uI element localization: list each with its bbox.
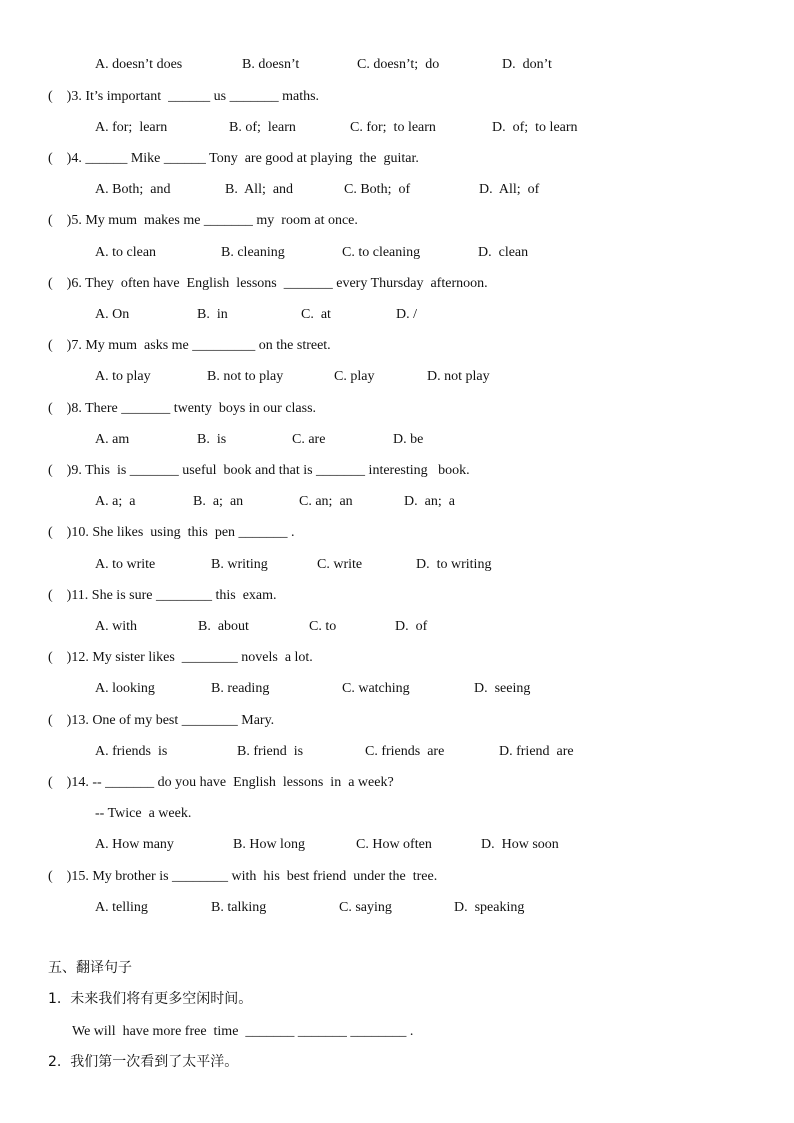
- answer-option: A. a; a: [95, 494, 136, 509]
- answer-option: A. Both; and: [95, 182, 171, 197]
- answer-option: C. play: [334, 369, 375, 384]
- answer-option: D. speaking: [454, 900, 525, 915]
- answer-option: C. are: [292, 432, 326, 447]
- answer-option: A. to clean: [95, 245, 157, 260]
- question-stem: ( )8. There _______ twenty boys in our class.: [48, 401, 317, 416]
- answer-option: B. writing: [211, 557, 268, 572]
- answer-option: D. friend are: [499, 744, 574, 759]
- answer-option: A. friends is: [95, 744, 168, 759]
- answer-option: B. cleaning: [221, 245, 285, 260]
- answer-option: B. is: [197, 432, 227, 447]
- answer-option: C. an; an: [299, 494, 353, 509]
- answer-option: C. at: [301, 307, 331, 322]
- answer-option: D. an; a: [404, 494, 455, 509]
- answer-option: A. to play: [95, 369, 151, 384]
- answer-option: C. Both; of: [344, 182, 411, 197]
- answer-option: C. friends are: [365, 744, 445, 759]
- answer-option: A. for; learn: [95, 120, 168, 135]
- question-stem: ( )11. She is sure ________ this exam.: [48, 588, 277, 603]
- answer-option: D. All; of: [479, 182, 540, 197]
- answer-option: B. reading: [211, 681, 270, 696]
- answer-option: C. to: [309, 619, 337, 634]
- question-2-option: B. doesn’t: [242, 57, 300, 72]
- question-stem: ( )13. One of my best ________ Mary.: [48, 713, 275, 728]
- question-stem: ( )12. My sister likes ________ novels a lot.: [48, 650, 313, 665]
- question-dialogue-reply: -- Twice a week.: [95, 806, 192, 821]
- answer-option: B. not to play: [207, 369, 284, 384]
- answer-option: D. to writing: [416, 557, 492, 572]
- answer-option: A. On: [95, 307, 130, 322]
- translation-2-chinese: 2. 我们第一次看到了太平洋。: [48, 1054, 239, 1070]
- answer-option: B. of; learn: [229, 120, 296, 135]
- answer-option: C. to cleaning: [342, 245, 421, 260]
- question-stem: ( )5. My mum makes me _______ my room at once.: [48, 213, 358, 228]
- answer-option: C. write: [317, 557, 363, 572]
- answer-option: D. How soon: [481, 837, 559, 852]
- answer-option: A. looking: [95, 681, 155, 696]
- answer-option: A. am: [95, 432, 130, 447]
- question-2-option: C. doesn’t; do: [357, 57, 440, 72]
- answer-option: A. with: [95, 619, 137, 634]
- question-stem: ( )3. It’s important ______ us _______ maths.: [48, 89, 320, 104]
- question-2-option: A. doesn’t does: [95, 57, 183, 72]
- answer-option: B. All; and: [225, 182, 294, 197]
- question-stem: ( )14. -- _______ do you have English lessons in a week?: [48, 775, 394, 790]
- question-stem: ( )4. ______ Mike ______ Tony are good at playing the guitar.: [48, 151, 419, 166]
- answer-option: D. /: [396, 307, 417, 322]
- answer-option: D. of; to learn: [492, 120, 578, 135]
- answer-option: D. not play: [427, 369, 490, 384]
- answer-option: B. How long: [233, 837, 305, 852]
- answer-option: D. be: [393, 432, 424, 447]
- answer-option: C. for; to learn: [350, 120, 436, 135]
- answer-option: C. saying: [339, 900, 392, 915]
- translation-1-english: We will have more free time _______ _______ ________ .: [72, 1024, 414, 1039]
- answer-option: D. of: [395, 619, 428, 634]
- answer-option: A. How many: [95, 837, 174, 852]
- answer-option: A. telling: [95, 900, 148, 915]
- answer-option: B. a; an: [193, 494, 244, 509]
- answer-option: B. talking: [211, 900, 267, 915]
- answer-option: B. friend is: [237, 744, 304, 759]
- answer-option: A. to write: [95, 557, 156, 572]
- answer-option: C. watching: [342, 681, 410, 696]
- answer-option: B. in: [197, 307, 228, 322]
- answer-option: D. seeing: [474, 681, 531, 696]
- translation-1-chinese: 1. 未来我们将有更多空闲时间。: [48, 991, 253, 1007]
- question-stem: ( )10. She likes using this pen _______ .: [48, 525, 295, 540]
- question-stem: ( )9. This is _______ useful book and that is _______ interesting book.: [48, 463, 470, 478]
- question-stem: ( )6. They often have English lessons _______ every Thursday afternoon.: [48, 276, 488, 291]
- section-5-heading: 五、翻译句子: [48, 960, 132, 976]
- answer-option: B. about: [198, 619, 249, 634]
- question-2-option: D. don’t: [502, 57, 552, 72]
- question-stem: ( )7. My mum asks me _________ on the street.: [48, 338, 331, 353]
- question-stem: ( )15. My brother is ________ with his best friend under the tree.: [48, 869, 438, 884]
- answer-option: C. How often: [356, 837, 432, 852]
- answer-option: D. clean: [478, 245, 529, 260]
